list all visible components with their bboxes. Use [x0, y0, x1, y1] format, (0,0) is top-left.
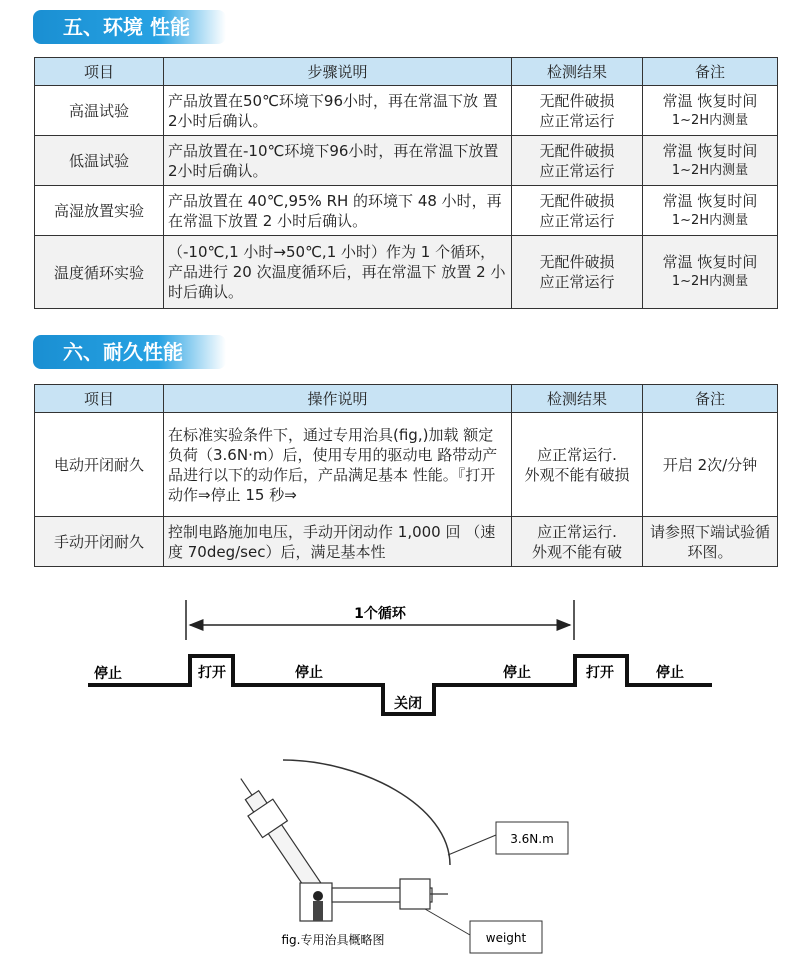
arm-tip	[241, 779, 252, 796]
row-desc: 在标准实验条件下，通过专用治具(fig,)加载 额定负荷（3.6N·m）后，使用专用的驱动电 路带动产品进行以下的动作后，产品满足基本 性能。『打开动作⇒停止 15 秒⇒	[164, 413, 512, 517]
row-desc: 产品放置在 40℃,95% RH 的环境下 48 小时，再在常温下放置 2 小时后确认。	[164, 186, 512, 236]
fixture-caption: fig.专用治具概略图	[281, 933, 385, 947]
row-note	[643, 236, 778, 309]
note-line: 1~2H内测量	[671, 212, 749, 228]
torque-label: 3.6N.m	[510, 832, 554, 846]
table-row	[35, 236, 778, 309]
fixture-sketch	[0, 755, 800, 960]
header-result: 检测结果	[512, 385, 643, 413]
note-line: 常温 恢复时间	[662, 141, 758, 160]
header-item: 项目	[35, 58, 164, 86]
note-line: 1~2H内测量	[671, 162, 749, 178]
row-note	[643, 136, 778, 186]
base-post	[313, 901, 323, 921]
section-6-title: 六、耐久性能	[33, 335, 226, 369]
row-note: 请参照下端试验循 环图。	[643, 517, 778, 567]
header-item: 项目	[35, 385, 164, 413]
header-operation: 操作说明	[164, 385, 512, 413]
row-item: 温度循环实验	[35, 236, 164, 309]
table-header-row	[35, 58, 778, 86]
torque-arc	[283, 760, 450, 865]
arm-body	[245, 791, 324, 898]
table-row	[35, 517, 778, 567]
result-line: 应正常运行	[539, 161, 615, 180]
state-stop: 停止	[94, 666, 122, 682]
result-line: 无配件破损	[539, 91, 615, 110]
row-result	[512, 413, 643, 517]
result-line: 无配件破损	[539, 253, 615, 271]
result-line: 无配件破损	[539, 191, 615, 210]
header-result: 检测结果	[512, 58, 643, 86]
state-stop: 停止	[503, 665, 531, 681]
cycle-label: 1个循环	[354, 606, 406, 622]
row-result	[512, 186, 643, 236]
weight-leader	[425, 909, 470, 935]
note-line: 1~2H内测量	[671, 274, 749, 289]
note-line: 1~2H内测量	[671, 112, 749, 128]
table-row	[35, 86, 778, 136]
table-row	[35, 413, 778, 517]
section-5-title: 五、环境 性能	[33, 10, 226, 44]
result-line: 应正常运行.	[537, 445, 617, 464]
cycle-timing-diagram	[0, 595, 800, 725]
table-header-row	[35, 385, 778, 413]
state-stop: 停止	[656, 665, 684, 681]
row-item: 手动开闭耐久	[35, 517, 164, 567]
result-line: 应正常运行	[539, 211, 615, 230]
row-desc: 控制电路施加电压，手动开闭动作 1,000 回 （速度 70deg/sec）后，满足基本性	[164, 517, 512, 567]
state-stop: 停止	[295, 665, 323, 681]
row-result	[512, 86, 643, 136]
row-result	[512, 236, 643, 309]
header-steps: 步骤说明	[164, 58, 512, 86]
state-open: 打开	[586, 665, 614, 681]
table-row	[35, 136, 778, 186]
weight-label: weight	[485, 931, 527, 945]
note-line: 常温 恢复时间	[662, 253, 758, 271]
row-note	[643, 186, 778, 236]
result-line: 无配件破损	[539, 141, 615, 160]
state-close: 关闭	[394, 696, 422, 712]
row-item: 电动开闭耐久	[35, 413, 164, 517]
row-desc: 产品放置在-10℃环境下96小时，再在常温下放置2小时后确认。	[164, 136, 512, 186]
row-note: 开启 2次/分钟	[643, 413, 778, 517]
note-line: 常温 恢复时间	[662, 91, 758, 110]
result-line: 外观不能有破损	[524, 465, 630, 484]
row-desc: 产品放置在50℃环境下96小时，再在常温下放 置2小时后确认。	[164, 86, 512, 136]
row-desc: （-10℃,1 小时→50℃,1 小时）作为 1 个循环，产品进行 20 次温度循环后，再在常温下 放置 2 小时后确认。	[164, 236, 512, 309]
row-note	[643, 86, 778, 136]
fixture-arm	[228, 770, 330, 901]
durability-performance-table	[34, 384, 778, 567]
row-result	[512, 517, 643, 567]
result-line: 应正常运行	[539, 111, 615, 130]
state-open: 打开	[198, 665, 226, 681]
result-line: 应正常运行.	[537, 522, 617, 541]
environment-performance-table	[34, 57, 778, 309]
note-line: 常温 恢复时间	[662, 191, 758, 210]
row-result	[512, 136, 643, 186]
pivot-icon	[313, 891, 323, 901]
weight-block	[400, 879, 430, 909]
row-item: 高湿放置实验	[35, 186, 164, 236]
row-item: 低温试验	[35, 136, 164, 186]
header-note: 备注	[643, 385, 778, 413]
header-note: 备注	[643, 58, 778, 86]
result-line: 外观不能有破	[531, 542, 622, 561]
torque-leader	[448, 835, 496, 855]
row-item: 高温试验	[35, 86, 164, 136]
result-line: 应正常运行	[539, 273, 615, 291]
table-row	[35, 186, 778, 236]
